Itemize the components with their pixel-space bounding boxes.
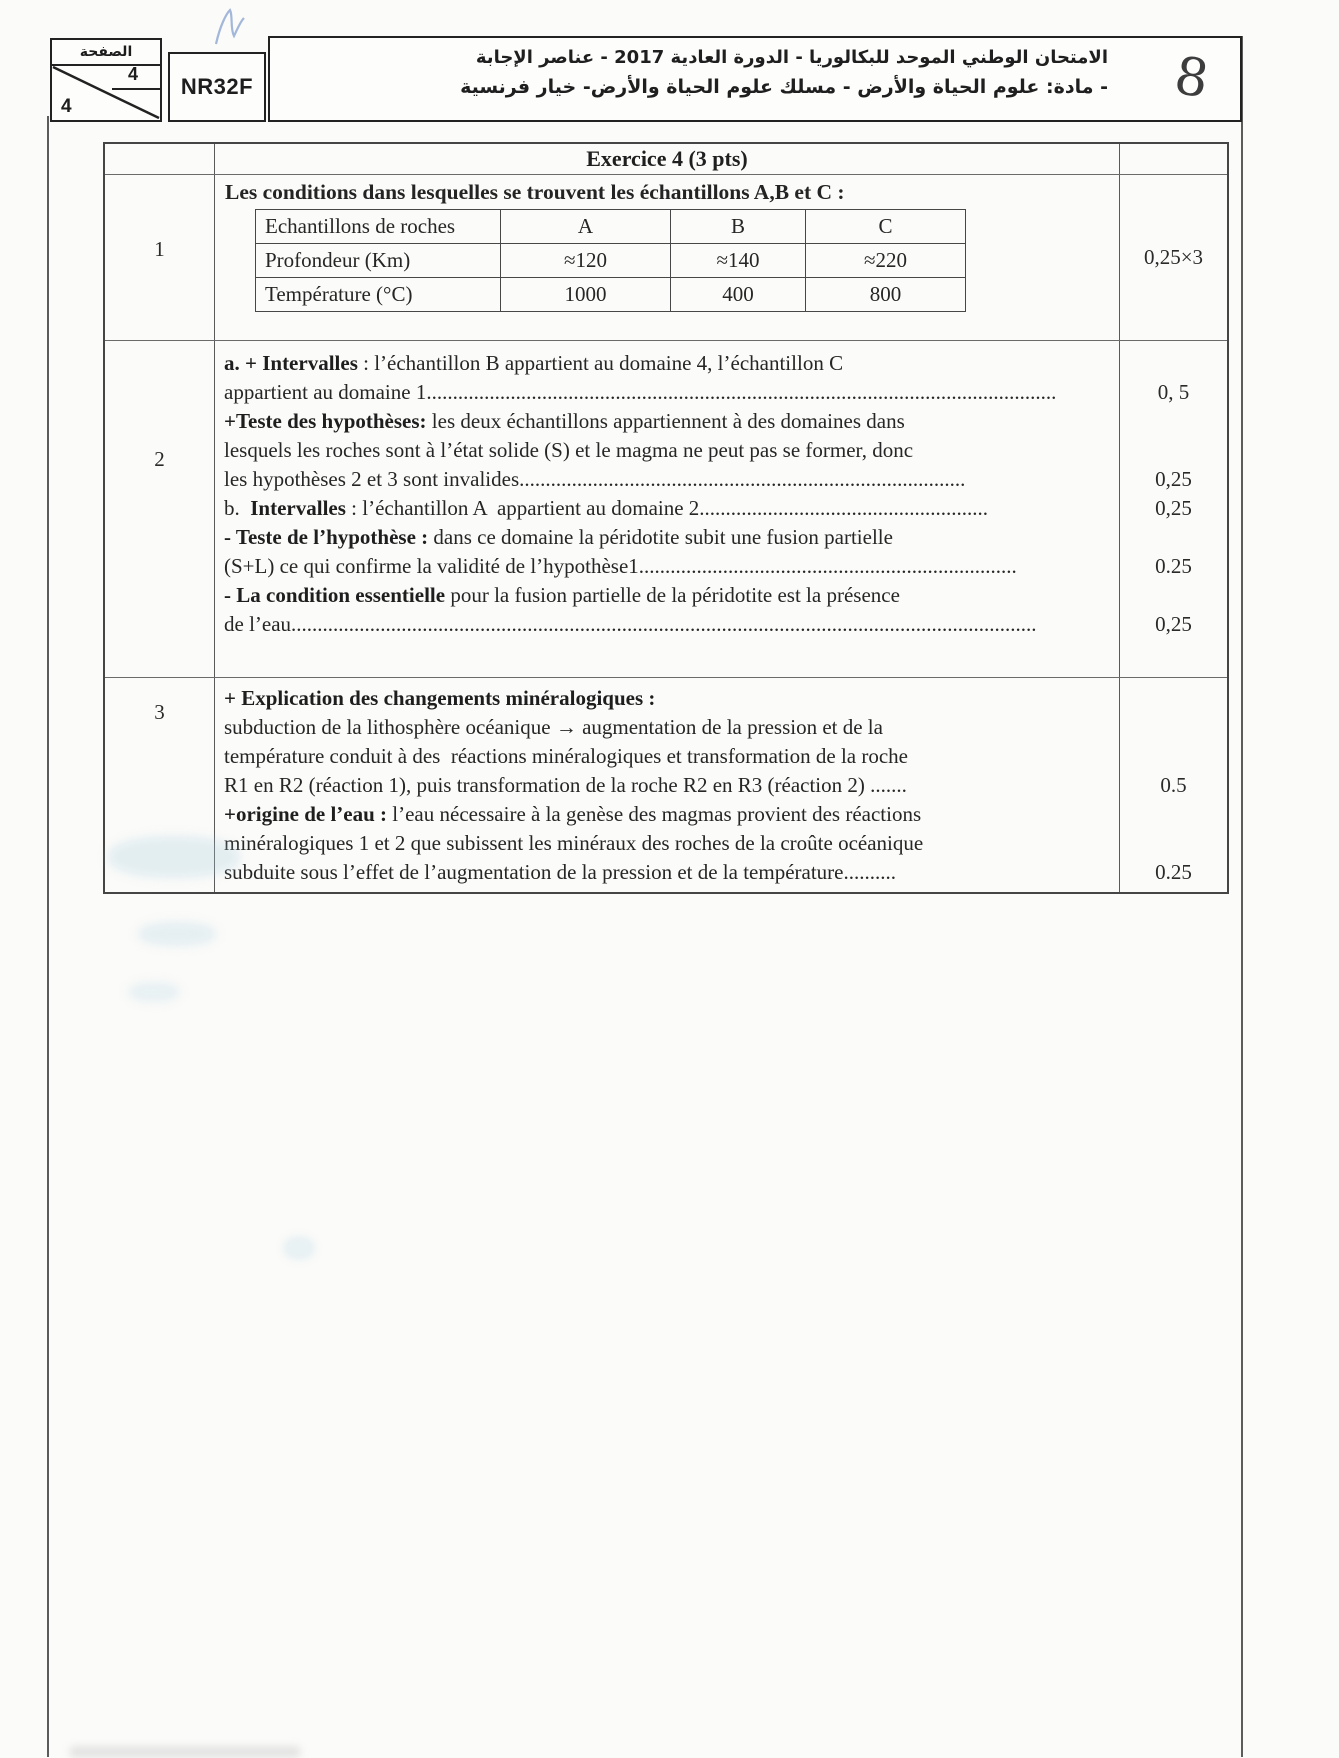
- points-value: [1120, 742, 1227, 771]
- points-value: [1120, 684, 1227, 713]
- answer-row-2: [105, 340, 1227, 677]
- answer-line: subduction de la lithosphère océanique → augmentation de la pression et de la: [224, 715, 883, 739]
- answer-line: température conduit à des réactions minéralogiques et transformation de la roche: [224, 744, 908, 768]
- points-value: 0.5: [1160, 773, 1187, 797]
- answer-line: appartient au domaine 1........................................................................................................................: [224, 380, 1057, 404]
- points-value: 0,25: [1155, 496, 1192, 520]
- scan-smudge: [138, 922, 216, 946]
- page-border-right: [1241, 36, 1243, 1757]
- points-value: [1120, 436, 1227, 465]
- question-number-cell: [105, 175, 215, 340]
- header-cell: B: [671, 210, 806, 244]
- exercise-title-row: [105, 144, 1227, 174]
- answer-line: - Teste de l’hypothèse : dans ce domaine la péridotite subit une fusion partielle: [224, 525, 893, 549]
- points-value: 0,25×3: [1143, 245, 1204, 269]
- exam-header-line2: - مادة: علوم الحياة والأرض - مسلك علوم الحياة والأرض- خيار فرنسية: [460, 76, 1108, 98]
- points-value: 0,25: [1155, 467, 1192, 491]
- points-value: [1120, 800, 1227, 829]
- answer-line: R1 en R2 (réaction 1), puis transformation de la roche R2 en R3 (réaction 2) .......: [224, 773, 907, 797]
- total-pages: 4: [127, 64, 138, 84]
- answer-row-3: [105, 677, 1227, 892]
- header-cell: C: [806, 210, 966, 244]
- exam-header-box: [268, 36, 1242, 122]
- points-cell: [1120, 144, 1227, 174]
- fraction-bar: [112, 88, 160, 90]
- scan-smudge: [128, 982, 180, 1002]
- scan-smudge: [70, 1746, 300, 1758]
- question-number-cell: [105, 144, 215, 174]
- question-number: 3: [154, 700, 165, 724]
- answer-content: [215, 175, 1120, 340]
- data-cell: 1000: [501, 278, 671, 312]
- data-cell: Profondeur (Km): [256, 244, 501, 278]
- points-value: [1120, 713, 1227, 742]
- header-cell: A: [501, 210, 671, 244]
- answer-line: les hypothèses 2 et 3 sont invalides.....................................................................................: [224, 467, 966, 491]
- question-number: 1: [154, 237, 165, 261]
- points-value: 0.25: [1155, 554, 1192, 578]
- answer-row-1: [105, 174, 1227, 340]
- answer-line: a. + Intervalles : l’échantillon B appartient au domaine 4, l’échantillon C: [224, 351, 844, 375]
- answer-content: [215, 678, 1120, 892]
- question-number-cell: [105, 678, 215, 892]
- exam-code: NR32F: [180, 74, 254, 99]
- answer-line: + Explication des changements minéralogiques :: [224, 686, 656, 710]
- data-cell: ≈140: [671, 244, 806, 278]
- answer-line: b. Intervalles : l’échantillon A appartient au domaine 2.......................................................: [224, 496, 989, 520]
- answer-line: de l’eau..............................................................................................................................................: [224, 612, 1037, 636]
- points-value: [1120, 349, 1227, 378]
- data-cell: Température (°C): [256, 278, 501, 312]
- points-value: [1120, 407, 1227, 436]
- points-cell: [1120, 341, 1227, 677]
- table-row: [256, 278, 966, 312]
- points-cell: [1120, 678, 1227, 892]
- conditions-title: Les conditions dans lesquelles se trouvent les échantillons A,B et C :: [225, 180, 845, 204]
- page-border-left: [47, 116, 49, 1757]
- points-value: [1120, 523, 1227, 552]
- answer-line: lesquels les roches sont à l’état solide (S) et le magma ne peut pas se former, donc: [224, 438, 914, 462]
- answer-line: (S+L) ce qui confirme la validité de l’hypothèse1........................................................................: [224, 554, 1017, 578]
- answer-line: +origine de l’eau : l’eau nécessaire à la genèse des magmas provient des réactions: [224, 802, 922, 826]
- pen-mark: [206, 6, 252, 48]
- page-number-fraction: [52, 66, 160, 119]
- points-value: [1120, 829, 1227, 858]
- data-cell: ≈220: [806, 244, 966, 278]
- answer-key-table: [103, 142, 1229, 894]
- answer-line: minéralogiques 1 et 2 que subissent les minéraux des roches de la croûte océanique: [224, 831, 924, 855]
- points-value: [1120, 581, 1227, 610]
- handwritten-mark: 8: [1170, 45, 1213, 111]
- scan-smudge: [283, 1236, 315, 1260]
- points-value: 0,25: [1155, 612, 1192, 636]
- answer-line: subduite sous l’effet de l’augmentation de la pression et de la température..........: [224, 860, 896, 884]
- header-cell: Echantillons de roches: [256, 210, 501, 244]
- points-value: 0.25: [1155, 860, 1192, 884]
- answer-line: - La condition essentielle pour la fusion partielle de la péridotite est la présence: [224, 583, 900, 607]
- page-number-box: [50, 38, 162, 122]
- page-number-label: الصفحة: [52, 40, 160, 66]
- answer-line: +Teste des hypothèses: les deux échantillons appartiennent à des domaines dans: [224, 409, 905, 433]
- answer-content: [215, 341, 1120, 677]
- data-cell: ≈120: [501, 244, 671, 278]
- points-cell: [1120, 175, 1227, 340]
- table-row: [256, 244, 966, 278]
- question-number-cell: [105, 341, 215, 677]
- exam-header-line1: الامتحان الوطني الموحد للبكالوريا - الدورة العادية 2017 - عناصر الإجابة: [475, 47, 1108, 68]
- points-value: 0, 5: [1157, 380, 1190, 404]
- conditions-table: [255, 209, 966, 312]
- exercise-title: Exercice 4 (3 pts): [215, 144, 1120, 174]
- data-cell: 400: [671, 278, 806, 312]
- question-number: 2: [154, 447, 165, 471]
- current-page: 4: [61, 96, 72, 117]
- table-row: [256, 210, 966, 244]
- data-cell: 800: [806, 278, 966, 312]
- exam-code-box: [168, 52, 266, 122]
